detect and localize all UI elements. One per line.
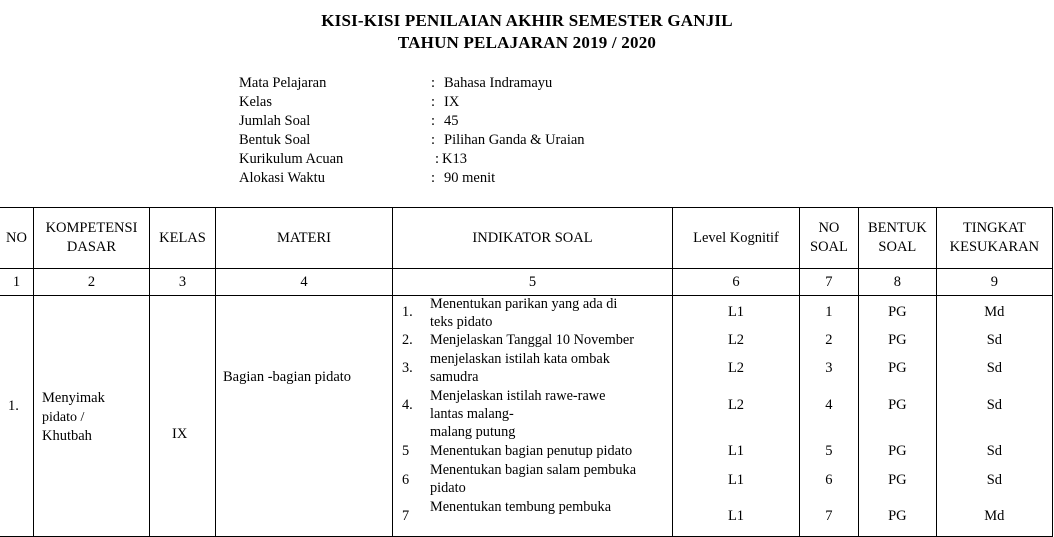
kd-line: pidato / bbox=[42, 410, 85, 425]
tingkat-value: Md bbox=[984, 508, 1005, 524]
meta-label: Jumlah Soal bbox=[239, 113, 311, 129]
tingkat-value: Sd bbox=[986, 472, 1003, 488]
meta-label: Alokasi Waktu bbox=[239, 170, 325, 186]
cell-kompetensi-dasar bbox=[34, 296, 150, 537]
doc-title-line2: TAHUN PELAJARAN 2019 / 2020 bbox=[397, 33, 657, 52]
level-value: L1 bbox=[727, 472, 745, 488]
meta-value: K13 bbox=[442, 151, 467, 167]
indikator-number: 7 bbox=[402, 508, 410, 524]
level-value: L2 bbox=[727, 332, 745, 348]
cell-no-soal bbox=[800, 296, 859, 537]
indikator-text: malang putung bbox=[430, 424, 516, 440]
header-no: NO bbox=[0, 208, 34, 269]
meta-value: Pilihan Ganda & Uraian bbox=[444, 132, 585, 148]
tingkat-value: Md bbox=[984, 304, 1005, 320]
header-level-kognitif: Level Kognitif bbox=[673, 208, 800, 269]
indikator-text: menjelaskan istilah kata ombak bbox=[430, 351, 610, 367]
header-bentuk-soal: BENTUK SOAL bbox=[858, 208, 936, 269]
table-header-row bbox=[0, 208, 1052, 269]
indikator-text: Menjelaskan Tanggal 10 November bbox=[430, 332, 634, 348]
indikator-text: Menentukan tembung pembuka bbox=[430, 499, 612, 515]
doc-title-line1: KISI-KISI PENILAIAN AKHIR SEMESTER GANJIL bbox=[321, 11, 733, 30]
meta-colon: : bbox=[435, 151, 440, 167]
kd-line: Khutbah bbox=[42, 428, 92, 444]
tingkat-value: Sd bbox=[986, 397, 1003, 413]
meta-colon: : bbox=[431, 170, 436, 186]
header-kompetensi-dasar: KOMPETENSI DASAR bbox=[34, 208, 150, 269]
cell-tingkat-kesukaran bbox=[936, 296, 1052, 537]
header-materi: MATERI bbox=[216, 208, 393, 269]
bentuk-value: PG bbox=[888, 472, 907, 488]
no-soal-value: 3 bbox=[825, 360, 833, 376]
cell-no bbox=[0, 296, 34, 537]
indikator-number: 2. bbox=[402, 332, 413, 348]
column-number: 7 bbox=[800, 269, 859, 296]
column-number: 9 bbox=[936, 269, 1052, 296]
meta-colon: : bbox=[431, 132, 436, 148]
level-value: L2 bbox=[727, 397, 745, 413]
bentuk-value: PG bbox=[888, 360, 907, 376]
cell-level-kognitif bbox=[673, 296, 800, 537]
header-kelas: KELAS bbox=[150, 208, 216, 269]
bentuk-value: PG bbox=[888, 397, 907, 413]
meta-colon: : bbox=[431, 94, 436, 110]
header-tingkat-kesukaran: TINGKAT KESUKARAN bbox=[936, 208, 1052, 269]
no-soal-value: 6 bbox=[825, 472, 833, 488]
bentuk-value: PG bbox=[888, 304, 907, 320]
level-value: L1 bbox=[727, 508, 745, 524]
column-number: 5 bbox=[393, 269, 673, 296]
kelas-value: IX bbox=[172, 426, 188, 442]
kd-line: Menyimak bbox=[42, 390, 105, 406]
bentuk-value: PG bbox=[888, 443, 907, 459]
indikator-text: samudra bbox=[430, 369, 479, 385]
tingkat-value: Sd bbox=[986, 360, 1003, 376]
no-soal-value: 5 bbox=[825, 443, 833, 459]
indikator-number: 1. bbox=[402, 304, 413, 320]
no-soal-value: 1 bbox=[825, 304, 833, 320]
tingkat-value: Sd bbox=[986, 332, 1003, 348]
cell-bentuk-soal bbox=[858, 296, 936, 537]
header-indikator-soal: INDIKATOR SOAL bbox=[393, 208, 673, 269]
table-row bbox=[0, 296, 1052, 537]
indikator-text: Menentukan parikan yang ada di bbox=[430, 296, 618, 312]
column-number: 4 bbox=[216, 269, 393, 296]
kisi-kisi-table bbox=[0, 207, 1053, 537]
materi-value: Bagian -bagian pidato bbox=[223, 369, 352, 385]
indikator-text: Menentukan bagian penutup pidato bbox=[430, 443, 633, 459]
bentuk-value: PG bbox=[888, 508, 907, 524]
cell-indikator-soal bbox=[393, 296, 673, 537]
meta-value: Bahasa Indramayu bbox=[444, 75, 553, 91]
tingkat-value: Sd bbox=[986, 443, 1003, 459]
column-number: 6 bbox=[673, 269, 800, 296]
meta-colon: : bbox=[431, 113, 436, 129]
meta-label: Kurikulum Acuan bbox=[239, 151, 344, 167]
bentuk-value: PG bbox=[888, 332, 907, 348]
level-value: L2 bbox=[727, 360, 745, 376]
indikator-text: Menentukan bagian salam pembuka bbox=[430, 462, 637, 478]
no-soal-value: 2 bbox=[825, 332, 833, 348]
meta-value: IX bbox=[444, 94, 460, 110]
meta-block bbox=[239, 74, 739, 189]
column-number: 1 bbox=[0, 269, 34, 296]
column-number: 2 bbox=[34, 269, 150, 296]
meta-value: 90 menit bbox=[444, 170, 496, 186]
indikator-text: Menjelaskan istilah rawe-rawe bbox=[430, 388, 606, 404]
indikator-number: 4. bbox=[402, 397, 413, 413]
meta-value: 45 bbox=[444, 113, 459, 129]
meta-label: Bentuk Soal bbox=[239, 132, 311, 148]
meta-label: Kelas bbox=[239, 94, 273, 110]
column-number-row bbox=[0, 269, 1052, 296]
meta-colon: : bbox=[431, 75, 436, 91]
indikator-number: 6 bbox=[402, 472, 410, 488]
cell-materi bbox=[216, 296, 393, 537]
indikator-number: 5 bbox=[402, 443, 410, 459]
level-value: L1 bbox=[727, 304, 745, 320]
no-soal-value: 4 bbox=[825, 397, 833, 413]
column-number: 3 bbox=[150, 269, 216, 296]
no-soal-value: 7 bbox=[825, 508, 833, 524]
indikator-text: pidato bbox=[430, 480, 466, 496]
indikator-text: lantas malang- bbox=[430, 406, 514, 422]
indikator-number: 3. bbox=[402, 360, 413, 376]
cell-kelas bbox=[150, 296, 216, 537]
column-number: 8 bbox=[858, 269, 936, 296]
row-number: 1. bbox=[8, 398, 19, 414]
indikator-text: teks pidato bbox=[430, 314, 493, 330]
header-no-soal: NO SOAL bbox=[800, 208, 859, 269]
level-value: L1 bbox=[727, 443, 745, 459]
meta-label: Mata Pelajaran bbox=[239, 75, 327, 91]
